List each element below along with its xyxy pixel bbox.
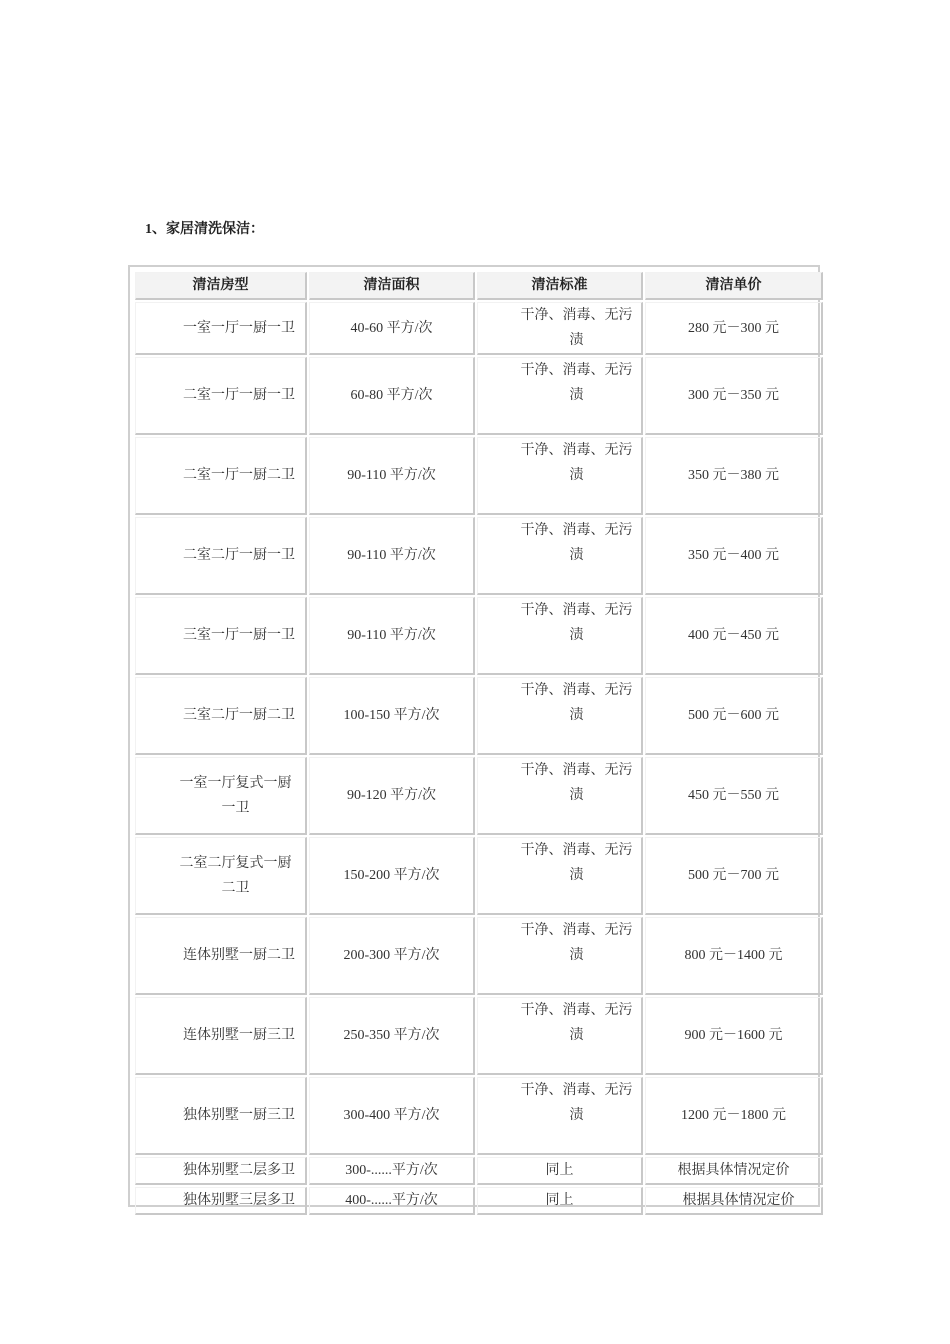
cell-area: 90-120 平方/次	[309, 757, 475, 835]
cell-price: 根据具体情况定价	[645, 1157, 823, 1185]
header-room-type: 清洁房型	[135, 272, 307, 300]
table-row	[135, 1187, 823, 1215]
price-table-frame	[128, 265, 820, 1207]
table-row	[135, 837, 823, 915]
table-row	[135, 757, 823, 835]
cell-price: 350 元－380 元	[645, 437, 823, 515]
cell-area: 300-......平方/次	[309, 1157, 475, 1185]
cell-room-type: 一室一厅复式一厨一卫	[135, 757, 307, 835]
cell-room-type: 二室一厅一厨二卫	[135, 437, 307, 515]
header-price: 清洁单价	[645, 272, 823, 300]
cell-price: 400 元－450 元	[645, 597, 823, 675]
header-area: 清洁面积	[309, 272, 475, 300]
table-row	[135, 437, 823, 515]
cell-price: 500 元－700 元	[645, 837, 823, 915]
cell-area: 200-300 平方/次	[309, 917, 475, 995]
cell-standard: 干净、消毒、无污渍	[477, 597, 643, 675]
cell-area: 90-110 平方/次	[309, 517, 475, 595]
table-row	[135, 917, 823, 995]
cell-area: 100-150 平方/次	[309, 677, 475, 755]
cell-price: 450 元－550 元	[645, 757, 823, 835]
cell-standard: 干净、消毒、无污渍	[477, 1077, 643, 1155]
cell-standard: 干净、消毒、无污渍	[477, 837, 643, 915]
header-standard: 清洁标准	[477, 272, 643, 300]
table-row	[135, 597, 823, 675]
cell-standard: 同上	[477, 1157, 643, 1185]
table-row	[135, 302, 823, 355]
cell-standard: 干净、消毒、无污渍	[477, 677, 643, 755]
table-row	[135, 997, 823, 1075]
cell-area: 400-......平方/次	[309, 1187, 475, 1215]
cell-room-type: 一室一厅一厨一卫	[135, 302, 307, 355]
cell-standard: 干净、消毒、无污渍	[477, 917, 643, 995]
cell-room-type: 二室一厅一厨一卫	[135, 357, 307, 435]
cell-room-type: 连体别墅一厨三卫	[135, 997, 307, 1075]
cell-room-type: 三室二厅一厨二卫	[135, 677, 307, 755]
cell-standard: 同上	[477, 1187, 643, 1215]
cell-price: 300 元－350 元	[645, 357, 823, 435]
cell-standard: 干净、消毒、无污渍	[477, 302, 643, 355]
cell-area: 250-350 平方/次	[309, 997, 475, 1075]
cell-room-type: 二室二厅复式一厨二卫	[135, 837, 307, 915]
cell-price: 350 元－400 元	[645, 517, 823, 595]
table-row	[135, 357, 823, 435]
cell-standard: 干净、消毒、无污渍	[477, 757, 643, 835]
table-row	[135, 677, 823, 755]
cell-room-type: 独体别墅一厨三卫	[135, 1077, 307, 1155]
cell-room-type: 三室一厅一厨一卫	[135, 597, 307, 675]
cell-area: 90-110 平方/次	[309, 597, 475, 675]
cell-price: 1200 元－1800 元	[645, 1077, 823, 1155]
table-row	[135, 1077, 823, 1155]
cell-standard: 干净、消毒、无污渍	[477, 997, 643, 1075]
cell-room-type: 连体别墅一厨二卫	[135, 917, 307, 995]
cell-room-type: 独体别墅三层多卫	[135, 1187, 307, 1215]
cell-area: 90-110 平方/次	[309, 437, 475, 515]
cell-price: 800 元－1400 元	[645, 917, 823, 995]
cell-room-type: 二室二厅一厨一卫	[135, 517, 307, 595]
cell-room-type: 独体别墅二层多卫	[135, 1157, 307, 1185]
table-row	[135, 1157, 823, 1185]
cell-price: 500 元－600 元	[645, 677, 823, 755]
table-row	[135, 517, 823, 595]
section-heading: 1、家居清洗保洁：	[145, 222, 264, 237]
cell-standard: 干净、消毒、无污渍	[477, 437, 643, 515]
cell-area: 40-60 平方/次	[309, 302, 475, 355]
cell-standard: 干净、消毒、无污渍	[477, 357, 643, 435]
price-table	[133, 270, 825, 1217]
cell-area: 60-80 平方/次	[309, 357, 475, 435]
cell-area: 300-400 平方/次	[309, 1077, 475, 1155]
cell-area: 150-200 平方/次	[309, 837, 475, 915]
cell-price: 900 元－1600 元	[645, 997, 823, 1075]
cell-price: 280 元－300 元	[645, 302, 823, 355]
table-header-row	[135, 272, 823, 300]
cell-price: 根据具体情况定价	[645, 1187, 823, 1215]
cell-standard: 干净、消毒、无污渍	[477, 517, 643, 595]
